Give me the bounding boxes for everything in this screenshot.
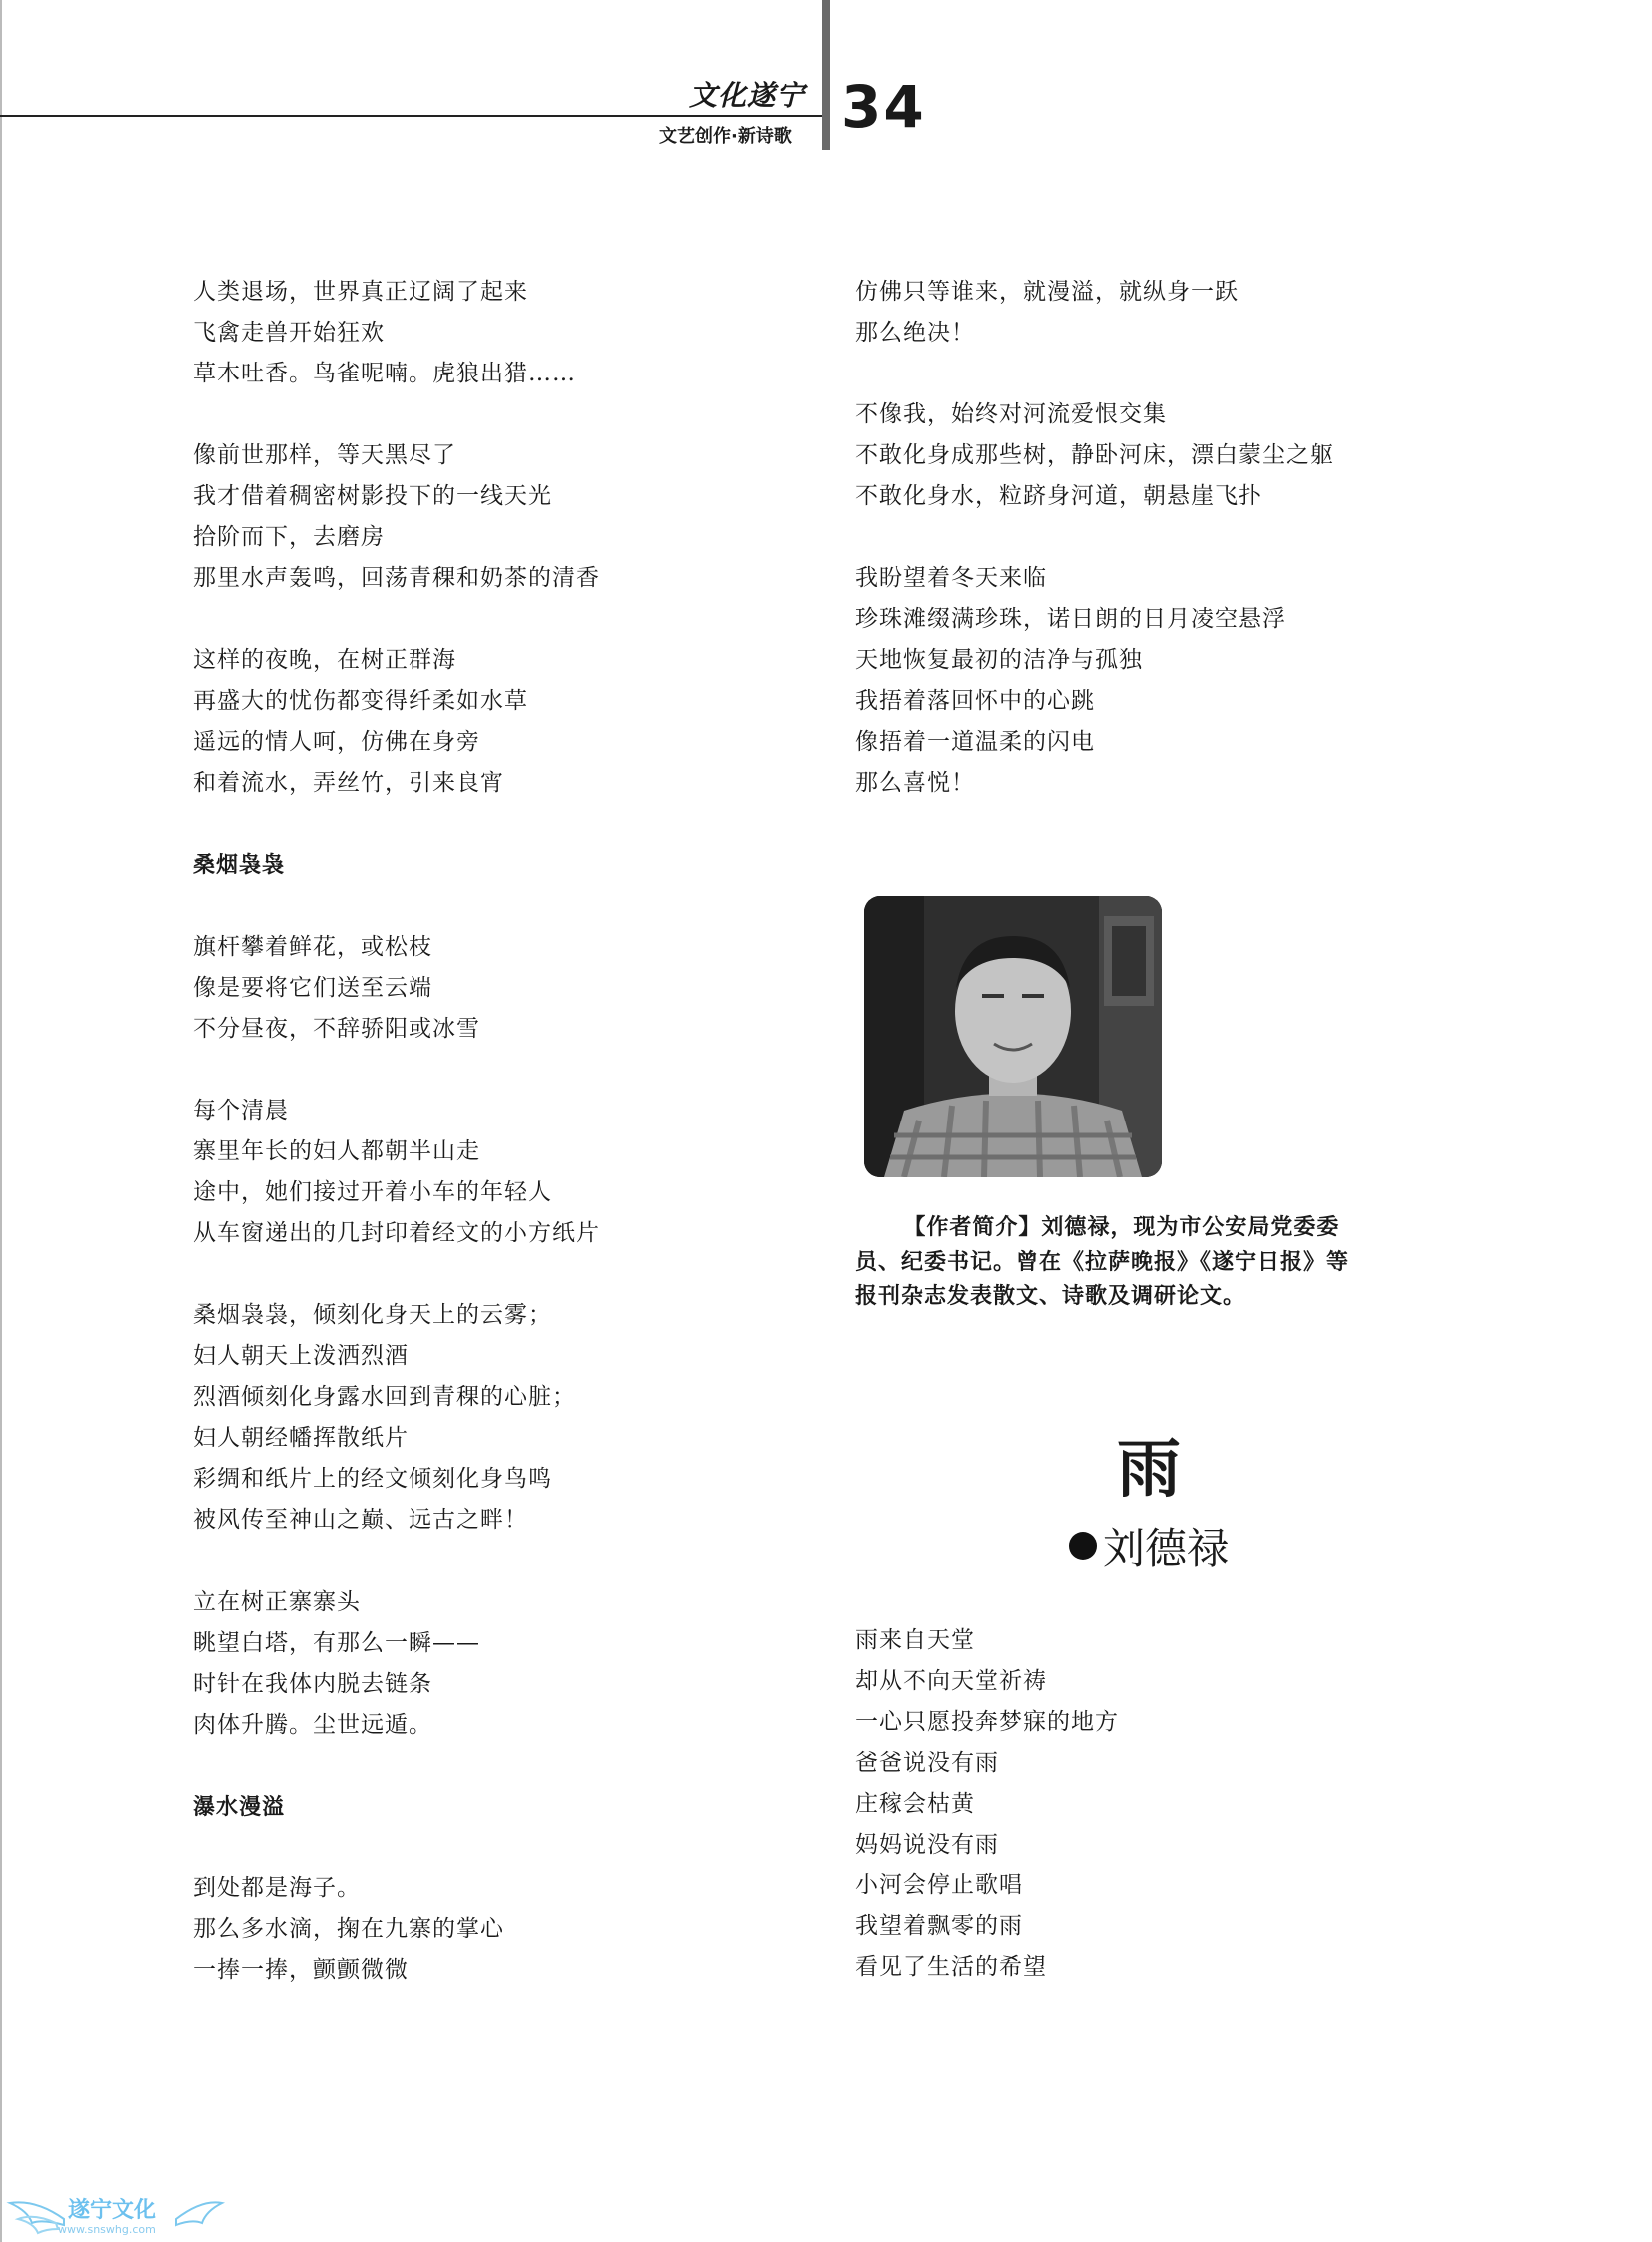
stanza-break <box>193 1746 600 1787</box>
section-label: 文艺创作·新诗歌 <box>659 126 792 147</box>
poem-line: 每个清晨 <box>193 1098 289 1123</box>
stanza-break <box>193 1541 600 1582</box>
poem-line: 烈酒倾刻化身露水回到青稞的心脏； <box>193 1384 576 1410</box>
poem-line: 那里水声轰鸣，回荡青稞和奶茶的清香 <box>193 565 600 591</box>
poem-line: 庄稼会枯黄 <box>855 1791 975 1817</box>
header-divider <box>822 0 830 150</box>
poem-line: 从车窗递出的几封印着经文的小方纸片 <box>193 1220 600 1246</box>
bio-label: 【作者简介】 <box>903 1215 1042 1240</box>
poem-line: 那么多水滴，掬在九寨的掌心 <box>193 1916 504 1942</box>
poem-line: 仿佛只等谁来，就漫溢，就纵身一跃 <box>855 279 1239 305</box>
poem-line: 寨里年长的妇人都朝半山走 <box>193 1138 480 1164</box>
stanza-break <box>193 599 600 640</box>
poem-line: 天地恢复最初的洁净与孤独 <box>855 647 1143 673</box>
stanza-break <box>855 517 1334 558</box>
poem-line: 妈妈说没有雨 <box>855 1832 999 1858</box>
poem-line: 不敢化身水，粒跻身河道，朝悬崖飞扑 <box>855 483 1262 509</box>
poem-line: 桑烟袅袅，倾刻化身天上的云雾； <box>193 1302 552 1328</box>
stanza-break <box>193 394 600 435</box>
poem-line: 那么喜悦！ <box>855 770 975 796</box>
poem-line: 眺望白塔，有那么一瞬—— <box>193 1630 480 1656</box>
poem-line: 妇人朝经幡挥散纸片 <box>193 1425 409 1451</box>
poem-line: 不像我，始终对河流爱恨交集 <box>855 401 1167 427</box>
poem-line: 像前世那样，等天黑尽了 <box>193 442 456 468</box>
poem-line: 不敢化身成那些树，静卧河床，漂白蒙尘之躯 <box>855 442 1334 468</box>
poem-line: 和着流水，弄丝竹，引来良宵 <box>193 770 504 796</box>
page-edge-rule <box>0 0 2 2242</box>
poem-line: 飞禽走兽开始狂欢 <box>193 320 385 346</box>
section-subtitle: 瀑水漫溢 <box>193 1795 286 1820</box>
poem-line: 旗杆攀着鲜花，或松枝 <box>193 934 432 960</box>
poem-line: 看见了生活的希望 <box>855 1954 1047 1980</box>
poem-line: 拾阶而下，去磨房 <box>193 524 385 550</box>
poem-author <box>1069 1516 1229 1576</box>
stanza-break <box>193 886 600 927</box>
section-subtitle: 桑烟袅袅 <box>193 853 286 878</box>
poem-line: 肉体升腾。尘世远遁。 <box>193 1712 432 1738</box>
poem-right-column <box>855 272 1334 804</box>
poem-line: 却从不向天堂祈祷 <box>855 1668 1047 1694</box>
magazine-title: 文化遂宁 <box>689 79 806 112</box>
poem-line: 我才借着稠密树影投下的一线天光 <box>193 483 552 509</box>
poem-line: 我望着飘零的雨 <box>855 1913 1023 1939</box>
poem-line: 到处都是海子。 <box>193 1875 361 1901</box>
poem-line: 小河会停止歌唱 <box>855 1872 1023 1898</box>
poem-line: 再盛大的忧伤都变得纤柔如水草 <box>193 688 528 714</box>
poem-line: 那么绝决！ <box>855 320 975 346</box>
page-number: 34 <box>841 73 926 141</box>
stanza-break <box>855 354 1334 394</box>
poem-line: 途中，她们接过开着小车的年轻人 <box>193 1179 552 1205</box>
stanza-break <box>193 1254 600 1295</box>
watermark-text: 遂宁文化 <box>68 2198 157 2223</box>
stanza-break <box>193 1050 600 1091</box>
author-photo <box>864 896 1162 1177</box>
poem-line: 雨来自天堂 <box>855 1627 975 1653</box>
poem-line: 我捂着落回怀中的心跳 <box>855 688 1095 714</box>
poem-title: 雨 <box>1117 1433 1181 1507</box>
poem-line: 遥远的情人呵，仿佛在身旁 <box>193 729 480 755</box>
poem-line: 一心只愿投奔梦寐的地方 <box>855 1709 1119 1735</box>
stanza-break <box>193 1828 600 1868</box>
poem-line: 草木吐香。鸟雀呢喃。虎狼出猎…… <box>193 361 576 386</box>
poem-line: 立在树正寨寨头 <box>193 1589 361 1615</box>
poem-line: 珍珠滩缀满珍珠，诺日朗的日月凌空悬浮 <box>855 606 1286 632</box>
poem-line: 不分昼夜，不辞骄阳或冰雪 <box>193 1016 480 1042</box>
poem-line: 时针在我体内脱去链条 <box>193 1671 432 1697</box>
poem-line: 彩绸和纸片上的经文倾刻化身鸟鸣 <box>193 1466 552 1492</box>
poem-line: 我盼望着冬天来临 <box>855 565 1047 591</box>
rain-poem-lines <box>855 1620 1119 1988</box>
poem-line: 像是要将它们送至云端 <box>193 975 432 1001</box>
poem-line: 这样的夜晚，在树正群海 <box>193 647 456 673</box>
bullet-icon <box>1069 1532 1097 1560</box>
poem-line: 一捧一捧，颤颤微微 <box>193 1957 409 1983</box>
poem-left-column <box>193 272 600 1991</box>
watermark-url: www.snswhg.com <box>58 2223 156 2236</box>
bio-text: 刘德禄，现为市公安局党委委员、纪委书记。曾在《拉萨晚报》《遂宁日报》等报刊杂志发表散文、诗歌及调研论文。 <box>855 1214 1350 1309</box>
stanza-break <box>193 804 600 845</box>
poem-line: 像捂着一道温柔的闪电 <box>855 729 1095 755</box>
header-rule <box>0 115 829 117</box>
poem-line: 人类退场，世界真正辽阔了起来 <box>193 279 528 305</box>
poem-line: 被风传至神山之巅、远古之畔！ <box>193 1507 528 1533</box>
poem-line: 爸爸说没有雨 <box>855 1750 999 1776</box>
author-name: 刘德禄 <box>1103 1524 1230 1573</box>
author-bio <box>855 1210 1354 1313</box>
poem-line: 妇人朝天上泼洒烈酒 <box>193 1343 409 1369</box>
